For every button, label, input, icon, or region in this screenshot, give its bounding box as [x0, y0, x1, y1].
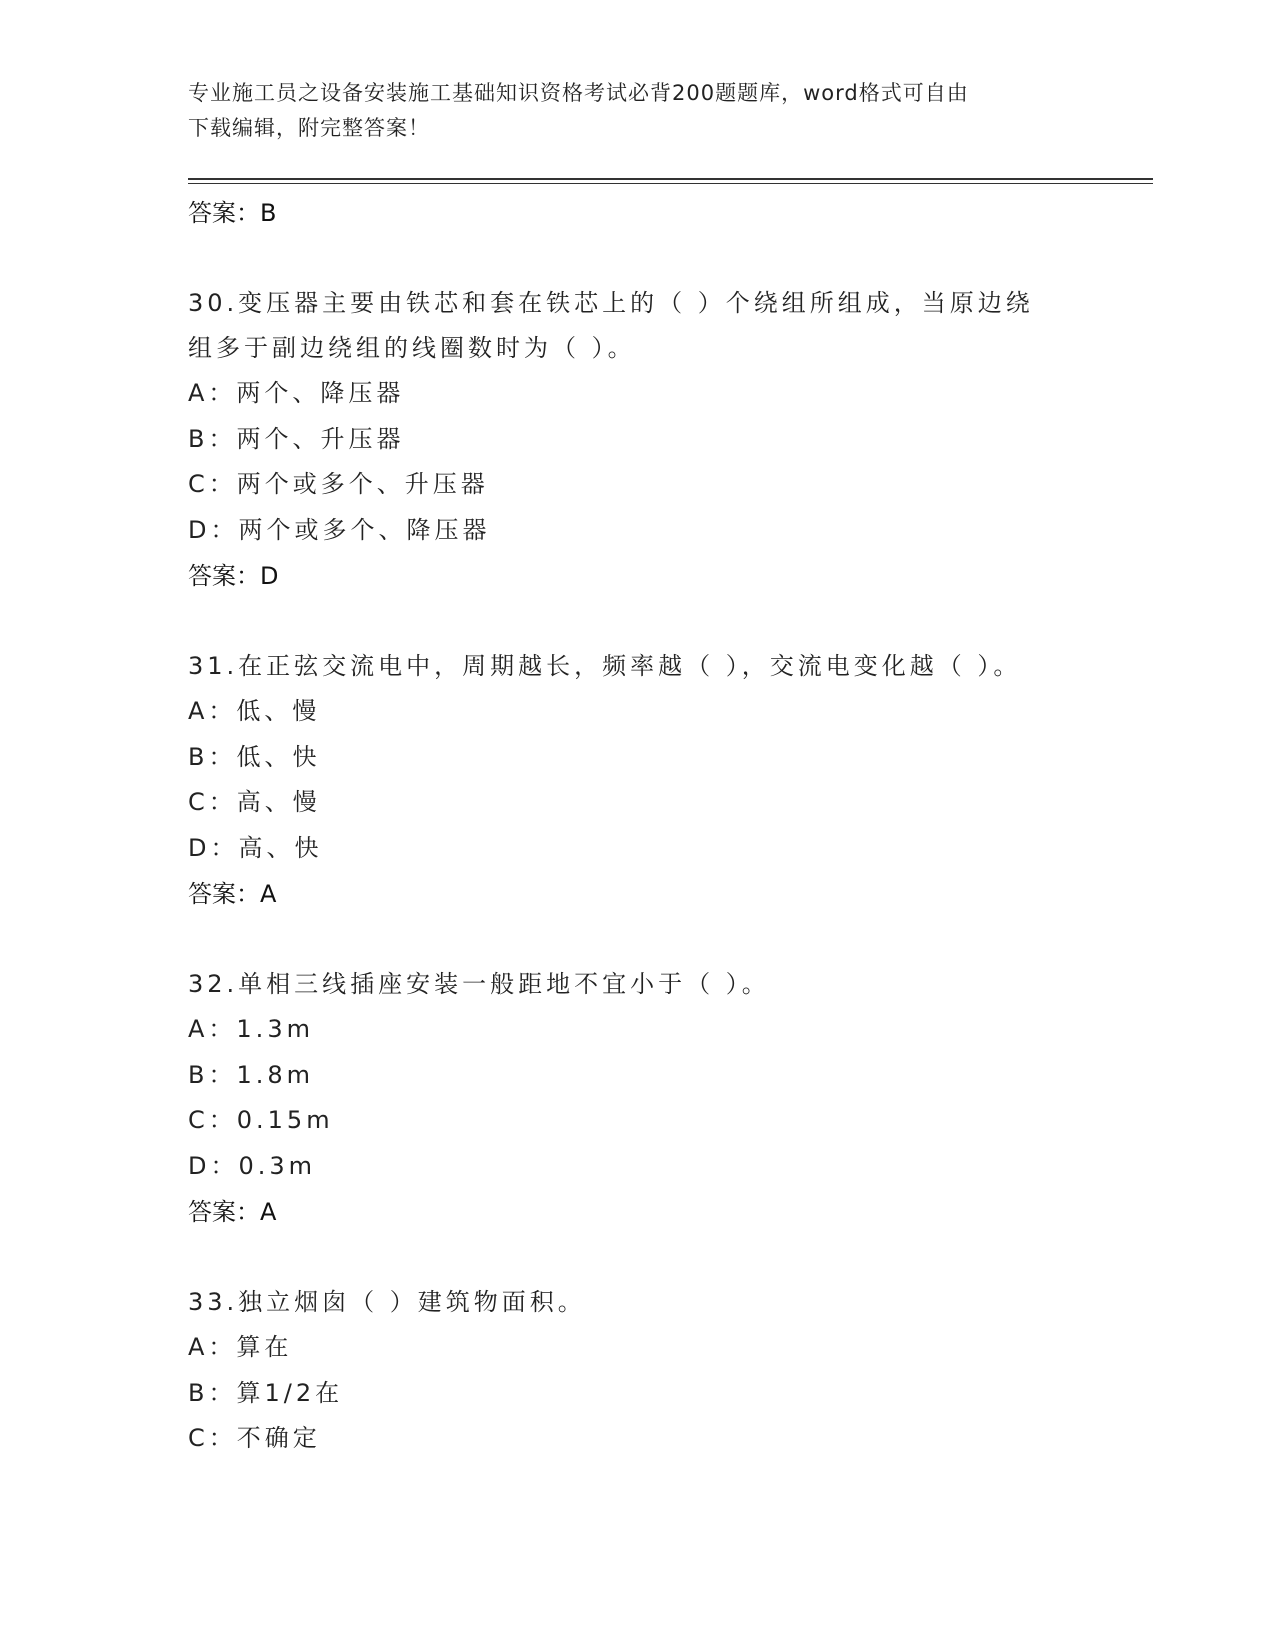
option-a: A：两个、降压器 — [188, 379, 405, 407]
question-text: 33.独立烟囱（ ）建筑物面积。 — [188, 1288, 586, 1316]
option-d: D：两个或多个、降压器 — [188, 515, 491, 544]
option-a: A：算在 — [188, 1333, 293, 1361]
option-b: B：1.8m — [188, 1060, 315, 1089]
option-c: C：高、慢 — [188, 788, 321, 816]
question-30 — [188, 281, 1088, 599]
question-text: 31.在正弦交流电中，周期越长，频率越（ ），交流电变化越（ ）。 — [188, 652, 1022, 680]
option-d: D：高、快 — [188, 833, 323, 862]
question-33 — [188, 1280, 1088, 1462]
question-31 — [188, 644, 1088, 917]
option-d: D：0.3m — [188, 1151, 317, 1180]
question-list — [188, 190, 1088, 1462]
option-c: C：两个或多个、升压器 — [188, 470, 489, 498]
header-line-1: 专业施工员之设备安装施工基础知识资格考试必背200题题库，word格式可自由 — [188, 81, 969, 105]
answer-line: 答案：B — [188, 199, 277, 227]
header-line-2: 下载编辑，附完整答案！ — [188, 116, 430, 140]
option-b: B：两个、升压器 — [188, 424, 405, 453]
question-text: 32.单相三线插座安装一般距地不宜小于（ ）。 — [188, 970, 770, 998]
option-a: A：低、慢 — [188, 697, 321, 725]
option-b: B：算1/2在 — [188, 1378, 344, 1407]
option-b: B：低、快 — [188, 742, 321, 771]
header-divider — [188, 178, 1153, 180]
option-c: C：不确定 — [188, 1424, 321, 1452]
answer-line: 答案：A — [188, 1198, 277, 1226]
question-text: 组多于副边绕组的线圈数时为（ ）。 — [188, 334, 636, 362]
question-text: 30.变压器主要由铁芯和套在铁芯上的（ ）个绕组所组成，当原边绕 — [188, 289, 1034, 317]
header-divider-thin — [188, 183, 1153, 184]
option-c: C：0.15m — [188, 1106, 334, 1134]
answer-line: 答案：A — [188, 880, 277, 908]
option-a: A：1.3m — [188, 1015, 314, 1043]
answer-line: 答案：D — [188, 562, 279, 590]
question-32 — [188, 962, 1088, 1235]
document-header — [188, 76, 1078, 146]
